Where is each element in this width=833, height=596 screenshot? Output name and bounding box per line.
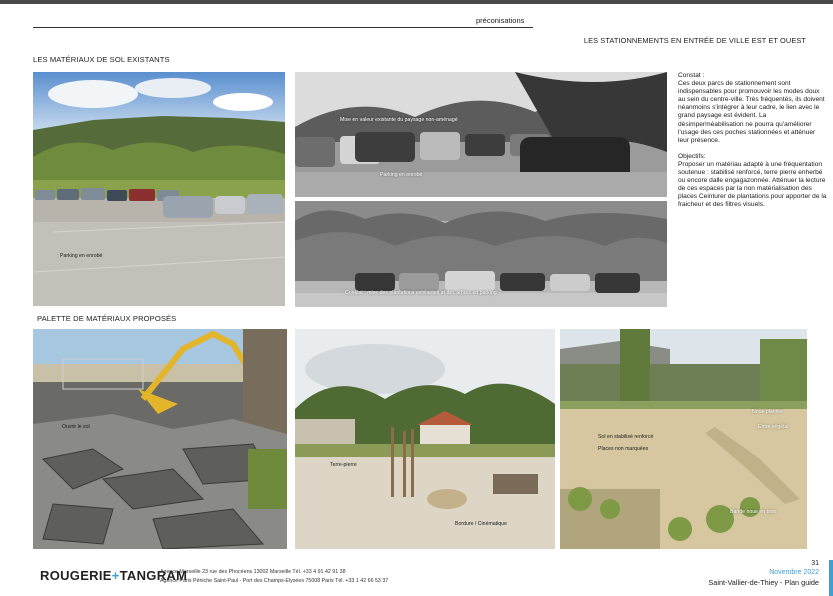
existing-materials-title: LES MATÉRIAUX DE SOL EXISTANTS — [33, 55, 170, 64]
caption-photo2-top: Mise en valeur existante du paysage non-aménagé — [340, 117, 458, 123]
objectifs-label: Objectifs: — [678, 152, 706, 160]
address-paris: Agence Paris Péniche Saint-Paul - Port des Champs-Elysées 75008 Paris Tél. +33 1 42 66 53 37 — [160, 578, 389, 584]
caption-photo3: Constat : mise des plantations existantes et des arbres en parking — [345, 290, 497, 296]
caption-sol-stabilise: Sol en stabilisé renforcé — [598, 434, 654, 440]
page-title: LES STATIONNEMENTS EN ENTRÉE DE VILLE EST ET OUEST — [583, 36, 806, 45]
photo-parking-existing — [33, 72, 285, 306]
caption-entre-vegetal: Entre végétal — [758, 424, 789, 430]
caption-noue-plantee: Noue plantée — [752, 409, 783, 415]
proposed-materials-title: PALETTE DE MATÉRIAUX PROPOSÉS — [37, 314, 177, 323]
photo-parking-greyscale — [295, 72, 667, 197]
logo-left: ROUGERIE — [40, 568, 112, 583]
constat-label: Constat : — [678, 72, 705, 79]
address-marseille: Agence Marseille 23 rue des Phocéens 13002 Marseille Tél. +33 4 91 42 91 38 — [160, 569, 346, 575]
header-rule — [33, 27, 533, 28]
logo-right: TANGRAM — [119, 568, 188, 583]
photo-broken-asphalt — [33, 329, 287, 549]
objectifs-text: Proposer un matériau adapté à une fréquentation soutenue : stabilisé renforcé, terre pierre enherbé ou encore dalle engagazonnée. Atténuer la lecture de ces espaces par la non matérialisation des places Ceinturer de plantations pour apporter de la fraicheur et des filtres visuels. — [678, 160, 827, 209]
constat-text: Ces deux parcs de stationnement sont indispensables pour promouvoir les modes doux au sein du centre-ville. Très fréquentés, ils doivent néanmoins s'intégrer à leur cadre, le lien avec le grand paysage est évident. La désimperméabilisation ne pourra qu'améliorer l'usage des ces poches stationnées et atténuer leur présence. — [678, 80, 825, 144]
page-number: 31 — [811, 560, 819, 567]
caption-places-non-marquees: Places non marquées — [598, 446, 649, 452]
top-stripe — [0, 0, 833, 4]
caption-terre-pierre: Terre-pierre — [330, 462, 357, 468]
caption-ouvrir-sol: Ouvrir le sol — [62, 424, 90, 430]
caption-bordure: Bordure / Cinématique — [455, 521, 507, 527]
edge-accent-bar — [829, 560, 833, 596]
page-date: Novembre 2022 — [769, 569, 819, 576]
photo-terre-pierre — [295, 329, 555, 549]
caption-bande-bois: Bande noue en bois — [730, 509, 777, 515]
logo-plus: + — [111, 568, 120, 583]
document-title: Saint-Vallier-de-Thiey - Plan guide — [708, 578, 819, 587]
caption-photo2-bottom: Parking en enrobé — [380, 172, 423, 178]
caption-parking-enrobe: Parking en enrobé — [60, 253, 103, 259]
section-label: préconisations — [476, 16, 525, 25]
sidebar-text-block — [678, 72, 828, 210]
